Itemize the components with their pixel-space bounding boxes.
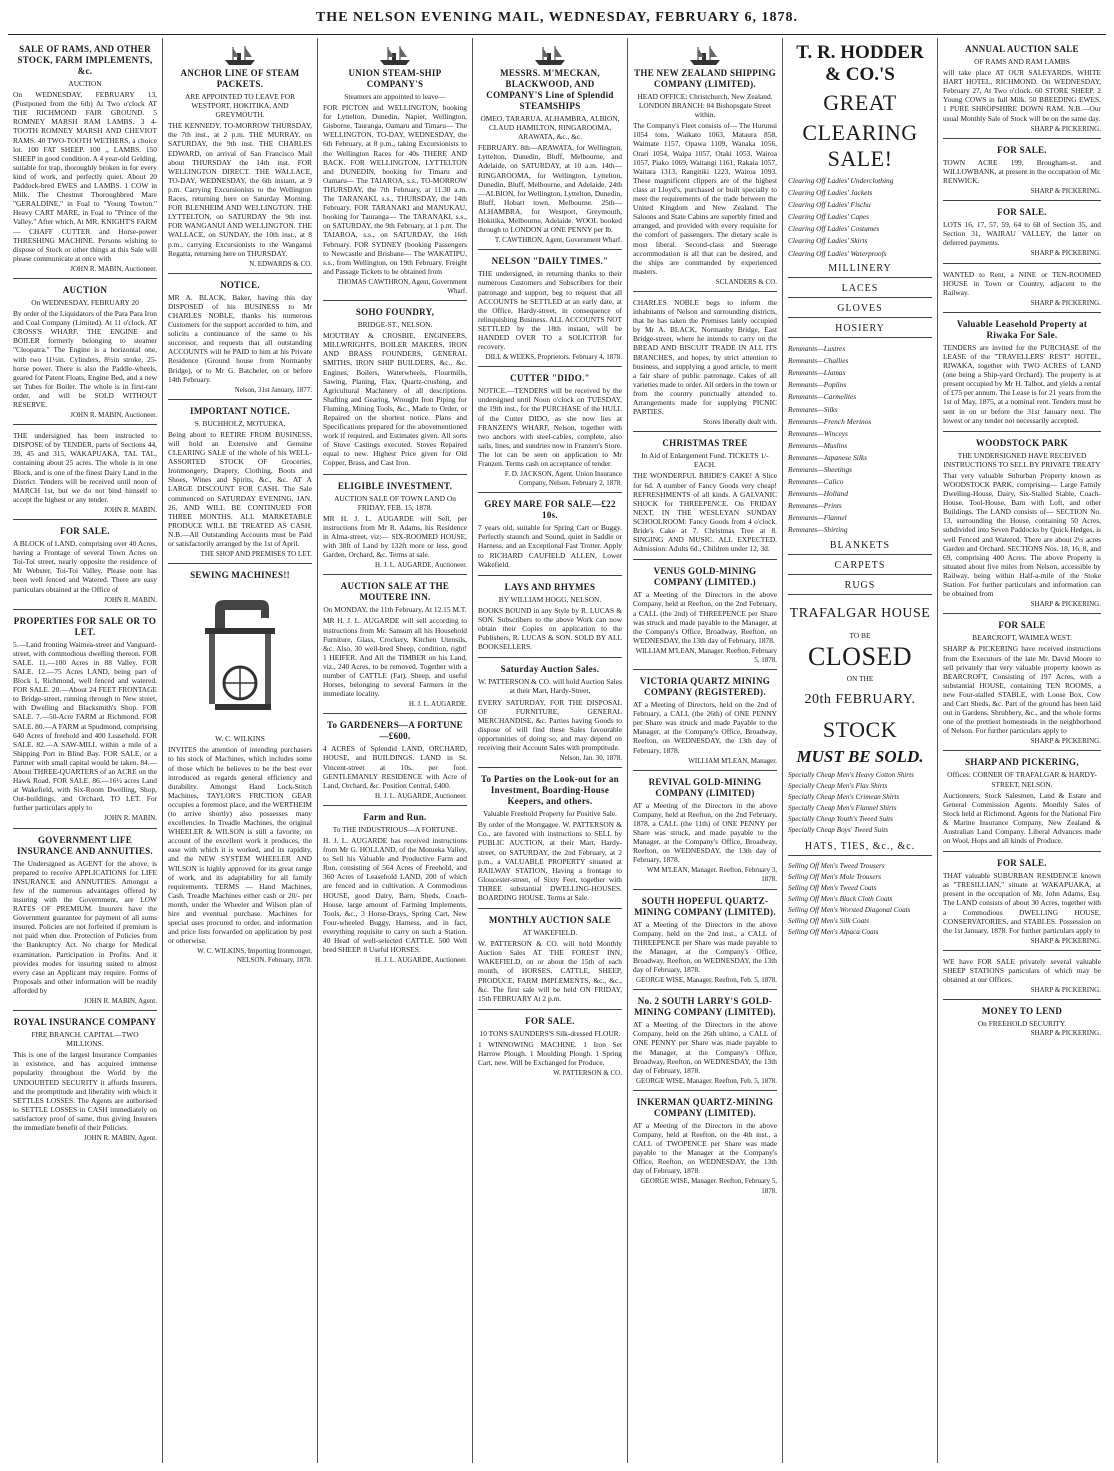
ad-title: Farm and Run. [363, 811, 427, 822]
ad-subtitle: In Aid of Enlargement Fund. TICKETS 1/- EACH. [641, 451, 769, 470]
ad-body: AT a Meeting of the Directors in the above Company, held at Reefton, on the 2nd February, 1878, a CALL (the 11th) of ONE PENNY per Share was struck, and made payable to the Manager, at the Company's Office, Broadway, Reefton, on WEDNESDAY, the 13th day of February, 1878. [633, 800, 777, 865]
great-heading: GREAT [823, 90, 897, 115]
ad-signature: JOHN R. MABIN, Auctioneer. [70, 264, 157, 273]
clearing-item: Clearing Off Ladies' Underclothing [788, 176, 894, 185]
remnant-item: Remnants—Poplins [788, 380, 847, 390]
ad-title: SOHO FOUNDRY, [355, 307, 435, 318]
ad-title: PROPERTIES FOR SALE OR TO LET. [13, 615, 157, 637]
remnant-item: Remnants—Winceys [788, 428, 848, 438]
remnant-item: Remnants—Carmelites [788, 392, 857, 402]
hodder-title: T. R. HODDER & CO.'S [796, 42, 924, 85]
ad-body: THAT valuable SUBURBAN RESIDENCE known as "TRESILLIAN," situate at WAKAPUAKA, at present in the occupation of Mr. John Adams, Esq. The LAND consists of about 30 Acres, together with a Commodious DWELLING HOUSE, CONSERVATORIES, and STABLES. Possession on the 1st January, 1878. For further particulars apply to [943, 871, 1101, 935]
advertisement [943, 139, 1101, 201]
department-heading: HOSIERY [788, 324, 932, 338]
advertisement [633, 771, 777, 890]
advertisement [478, 576, 622, 659]
ad-title: SHARP AND PICKERING, [965, 757, 1079, 768]
selling-list [788, 862, 932, 938]
advertisement [478, 493, 622, 575]
ad-subtitle: Valuable Freehold Property for Positive Sale. [483, 809, 617, 819]
ad-body: WANTED to Rent, a NINE or TEN-ROOMED HOUSE in Town or Country, adjacent to the Railway. [943, 269, 1101, 297]
ad-signature: WILLIAM M'LEAN, Manager. [688, 756, 777, 765]
ad-signature: SHARP & PICKERING. [1030, 249, 1101, 258]
ad-subtitle: BY WILLIAM HOGG, NELSON. [498, 594, 602, 604]
ad-signature: W. C. WILKINS, Importing Ironmonger, NELSON. February, 1878. [197, 947, 312, 965]
advertisement [943, 432, 1101, 615]
masthead: THE NELSON EVENING MAIL, WEDNESDAY, FEBRUARY 6, 1878. [315, 10, 799, 25]
clearing-item: Clearing Off Ladies' Fischu [788, 200, 871, 210]
column-1 [8, 38, 163, 1463]
remnant-item: Remnants—Sheetings [788, 464, 853, 474]
ad-title: FOR SALE. [997, 207, 1047, 218]
selling-off-item: Selling Off Men's Tweed Trousers [788, 861, 885, 870]
shirts-list [788, 771, 932, 836]
ad-signature: JOHN R. MABIN, Agent. [83, 996, 157, 1005]
ad-signature: T. CAWTHRON, Agent, Government Wharf. [494, 236, 622, 245]
department-heading: GLOVES [788, 304, 932, 318]
ad-body: THE undersigned, in returning thanks to their numerous Customers and Subscribers for their patronage and support, beg to request that all ACCOUNTS be SETTLED at an early date, at the Office, Hardy-street, in consequence of relinquishing Business. ALL ACCOUNTS NOT SETTLED by the 18th instant, will be HANDED OVER TO a SOLICITOR for recovery. [478, 269, 622, 352]
clearing-item: Clearing Off Ladies' Skirts [788, 236, 868, 246]
ad-body: CHARLES NOBLE begs to inform the inhabitants of Nelson and surrounding districts, that he has taken the Premises lately occupied by Mr A. BLACK, Normanby Bridge, East Bridge-street, where he intends to carry on the BREAD AND BISCUIT TRADE IN ALL ITS BRANCHES, and hopes, by strict attention to business, and supplying a good article, to merit a fair share of public patronage. Cakes of all varieties made to order. All orders in the town or from the country punctually attended to. Arrangements made for supplying PICNIC PARTIES. [633, 297, 777, 417]
selling-off-item: Selling Off Men's Silk Coats [788, 917, 869, 926]
ad-body: This is one of the largest Insurance Companies in existence, and has acquired immense popularity throughout the World by the UNDOUBTED SECURITY it affords Insurers, and the promptitude and liberality with which it SETTLES LOSSES. The Agents are authorised to SETTLE LOSSES in CASH immediately on satisfactory proof of same, thus giving Insurers the immediate benefit of their Policies. [13, 1050, 157, 1132]
ad-title: FOR SALE. [997, 144, 1047, 155]
ad-signature: JOHN R. MABIN. [104, 505, 157, 514]
advertisement [323, 301, 467, 475]
ad-title: Saturday Auction Sales. [500, 664, 600, 675]
ad-title: SALE OF RAMS, AND OTHER STOCK, FARM IMPLEMENTS, &c. [17, 44, 153, 76]
ad-title: ROYAL INSURANCE COMPANY [13, 1017, 157, 1028]
ad-body: THE KENNEDY, TO-MORROW THURSDAY, the 7th inst., at 2 p.m. THE MURRAY, on SATURDAY, the 9th inst. THE CHARLES EDWARD, on arrival of San Francisco Mail about THURSDAY the 14th inst. FOR WELLINGTON DIRECT. THE WALLACE, TO-DAY, WEDNESDAY, the 6th instant, at 9 p.m. Carrying Excursionists to the Wellington Races, returning here on Saturday Morning. FOR BLENHEIM AND WELLINGTON. THE LYTTELTON, on SATURDAY the 9th inst. FOR WANGANUI AND WELLINGTON. THE WALLACE, on SUNDAY, the 10th inst., at 8 p.m., carrying Excursionists to the Wanganui Regatta, returning here on THURSDAY. [168, 121, 312, 258]
advertisement [943, 313, 1101, 432]
advertisement [943, 201, 1101, 263]
advertisement [478, 1010, 622, 1082]
ad-title: SOUTH HOPEFUL QUARTZ-MINING COMPANY (LIMITED). [634, 895, 776, 917]
ad-subtitle: On FREEHOLD SECURITY. [977, 1019, 1067, 1029]
ship-icon [688, 44, 722, 66]
ad-title: NELSON "DAILY TIMES." [491, 256, 609, 267]
ad-subtitle: BEARCROFT, WAIMEA WEST. [972, 633, 1072, 643]
ad-body: EVERY SATURDAY, FOR THE DISPOSAL OF FURNITURE, GENERAL MERCHANDISE, &c. Parties having Goods to dispose of will find these Sales favourable opportunities of doing so, and may depend on receiving their Account Sales with promptitude. [478, 697, 622, 752]
advertisement [943, 614, 1101, 751]
advertisement [323, 806, 467, 969]
remnant-item: Remnants—Challies [788, 356, 849, 366]
ad-body: MR H. J. L. AUGARDE will sell according to instructions from Mr. Sansum all his Household Furniture, Glass, Crockery, Kitchen Utensils, &c. Also, 30 well-bred Sheep, condition, right! 1 HEIFER. And All the TIMBER on his Land, viz., 240 Acres, to be removed. Together with a number of CATTLE (Fat), Sheep, and useful Horses, belonging to several Farmers in the immediate locality. [323, 616, 467, 699]
advertisement [478, 768, 622, 909]
sewing-machine-icon [195, 588, 285, 728]
hats-heading: HATS, TIES, &c., &c. [788, 842, 932, 856]
sewing-machine-illustration [168, 583, 312, 733]
ad-title: FOR SALE. [60, 526, 110, 537]
must-be-sold: MUST BE SOLD. [796, 747, 924, 766]
remnant-item: Remnants—Silks [788, 404, 838, 414]
ad-body: W. PATTERSON & CO. will hold Monthly Auction Sales AT THE FOREST INN, WAKEFIELD, on or about the 15th of each month, of HORSES, CATTLE, SHEEP, PRODUCE, FARM IMPLEMENTS, &c., &c., &c. The first sale will be held ON FRIDAY, 15th FEBRUARY At 2 p.m. [478, 939, 622, 1003]
ad-subtitle: S. BUCHHOLZ, MOTUEKA, [194, 418, 286, 428]
ad-title: THE NEW ZEALAND SHIPPING COMPANY (LIMITED). [634, 68, 776, 89]
ad-subtitle: HEAD OFFICE: Christchurch, New Zealand. LONDON BRANCH: 84 Bishopsgate Street within. [637, 92, 773, 120]
ad-title: VICTORIA QUARTZ MINING COMPANY (REGISTERED). [639, 676, 771, 698]
ad-body: WE have FOR SALE privately several valuable SHEEP STATIONS particulars of which may be obtained at our Offices. [943, 956, 1101, 985]
selling-off-item: Selling Off Men's Mole Trousers [788, 872, 882, 881]
clearing-item: Clearing Off Ladies' Jackets [788, 188, 873, 198]
ad-body: MR H. J. L. AUGARDE will Sell, per instructions from Mr R. Adams, his Residence in Alma-street, viz:— SIX-ROOMED HOUSE, with 38ft of Land by 132ft more or less, good Garden, Orchard, &c. Terms at sale. [323, 513, 467, 560]
ad-subtitle: BRIDGE-ST., NELSON. [357, 320, 433, 330]
department-heading: RUGS [788, 581, 932, 595]
ad-body: will take place AT OUR SALEYARDS, WHITE HART HOTEL, RICHMOND. On WEDNESDAY, February 27, At Two o'clock. 60 STORE SHEEP. 2 Young COWS in full Milk. 50 BREEDING EWES. 1 PURE SHROPSHIRE DOWN RAM. N.B.—Our usual Monthly Sale of Stock will be on the same day. [943, 68, 1101, 123]
ad-subtitle: Steamers are appointed to leave— [344, 92, 446, 101]
ad-title: REVIVAL GOLD-MINING COMPANY (LIMITED) [648, 776, 762, 798]
ad-title: NOTICE. [220, 279, 260, 290]
ad-subtitle: OMEO, TARARUA, ALHAMBRA, ALBION, CLAUD HAMILTON, RINGAROOMA, ARAWATA, &c., &c. [480, 114, 620, 142]
ad-body: THE WONDERFUL BRIDE'S CAKE! A Slice for 6d. A number of Fancy Goods very cheap! REFRESHMENTS of all kinds. A GALVANIC SHOCK for THREEPENCE. On FRIDAY NEXT, IN THE WESLEYAN SUNDAY SCHOOLROOM: Fancy Goods from 4 o'clock. Bride's Cake at 7. Christmas Tree at 8. SINGING AND MUSIC. ALL EXPECTED. Admission: Adults 6d., Children under 12, 3d. [633, 471, 777, 554]
advertisement [943, 264, 1101, 313]
clearing-list [788, 176, 932, 258]
ad-subtitle: ARE APPOINTED TO LEAVE FOR WESTPORT, HOKITIKA, AND GREYMOUTH. [184, 92, 296, 120]
closing-date: 20th FEBRUARY. [804, 692, 916, 707]
advertisement [168, 274, 312, 400]
ad-body: TENDERS are invited for the PURCHASE of the LEASE of the "TRAVELLERS' REST" HOTEL, RIWAKA, together with TWO ACRES of LAND (one being a Ship-yard Orchard). The property is at present occupied by Mr H. Talbot, and yields a rental of £75 per annum. The Lease is for 21 years from the 1st of May, 1875, at a nominal rent. Tenders must be sent in on or before the 31st January next. The lowest or any tender not necessarily accepted. [943, 342, 1101, 425]
remnant-item: Remnants—Calico [788, 477, 844, 487]
ad-signature: THE SHOP AND PREMISES TO LET. [200, 550, 312, 559]
ad-body: INVITES the attention of intending purchasers to his stock of Machines, which includes some of those which he believes to be the best ever introduced as regards general efficiency and durability. Amongst Hand Lock-Stitch Machines, TAYLOR'S FRICTION GEAR occupies a foremost place, and the WERTHEIM (to arrive shortly) also possesses many excellencies. In Treadle Machines, the original WHEELER & WILSON is still a favorite, on account of the excellent work it produces, the ease with which it is worked, and its rapidity, and the NEW SYSTEM WHEELER AND WILSON is highly approved for its great range of work, and its adaptability for all family requirements. TERMS — Hand Machines, Cash. Treadle Machines either cash or 20/- per month, under the Wheeler and Wilson plan of hire and eventual purchase. Machines for special uses procured to order, and information and price lists forwarded on application by post or otherwise. [168, 745, 312, 946]
advertisement [943, 1000, 1101, 1042]
ad-title: AUCTION [62, 284, 108, 295]
ad-body: FEBRUARY. 8th—ARAWATA, for Wellington, Lyttelton, Dunedin, Bluff, Melbourne, and Adelaide, on SATURDAY, at 10 a.m. 14th—RINGAROOMA, for Wellington, Lyttelton, Dunedin, Bluff, Melbourne, and Adelaide. 24th—ALBION, for Wellington, Lyttelton, Dunedin, Bluff, Hobart town, Melbourne. 25th—ALHAMBRA, for Westport, Greymouth, Hokitika, Melbourne, Adelaide. WOOL booked through to LONDON at ONE PENNY per lb. [478, 143, 622, 235]
ad-title: VENUS GOLD-MINING COMPANY (LIMITED.) [653, 566, 757, 588]
ad-body: SHARP & PICKERING have received instructions from the Executors of the late Mr. David Moore to sell privately that very valuable property known as BEARCROFT, Consisting of 197 Acres, with a substantial HOUSE, containing TEN ROOMS, a new Four-stalled STABLE, with Loose Box, Cow and Cart Sheds, &c. Part of the ground has been laid out in Gardens, Shrubbery, &c., and the whole forms one of the prettiest homesteads in the neighborhood of Nelson. For further particulars apply to [943, 644, 1101, 736]
ad-title: UNION STEAM-SHIP COMPANY'S [348, 68, 442, 89]
ad-title: MONEY TO LEND [981, 1006, 1063, 1017]
advertisement [943, 852, 1101, 951]
advertisement [633, 292, 777, 432]
page-columns [8, 38, 1106, 1463]
ship-icon [223, 44, 257, 66]
ad-title: ANCHOR LINE OF STEAM PACKETS. [180, 68, 300, 89]
ad-signature: H. J. L. AUGARDE, Auctioneer. [375, 791, 467, 800]
column-6 [783, 38, 938, 1463]
ad-body: THE undersigned has been instructed to DISPOSE of by TENDER, parts of Sections 44, 39, 45 and 315, WAKAPUAKA, TAL TAL, containing about 25 acres. The whole is in one Block, and is one of the finest Dairy Land in the District. Tenders will be received until noon of MARCH 1st, but we do not bind himself to accept the highest or any tender. [13, 431, 157, 504]
ad-signature: SHARP & PICKERING. [1030, 737, 1101, 746]
ad-signature: JOHN R. MABIN. [104, 814, 157, 823]
column-3 [318, 38, 473, 1463]
advertisement [478, 367, 622, 493]
ad-title: SEWING MACHINES!! [190, 570, 290, 581]
ad-title: INKERMAN QUARTZ-MINING COMPANY (LIMITED). [636, 1096, 774, 1118]
ad-body: AT a Meeting of the Directors in the above Company, held on the 26th ultimo, a CALL of ONE PENNY per Share was made payable to the Manager, at the Company's Office, Broadway, Reefton, on WEDNESDAY, the 13th day of February, 1878. [633, 1020, 777, 1075]
ad-title: MONTHLY AUCTION SALE [488, 915, 612, 926]
ad-signature: Nelson, Jan. 30, 1878. [559, 754, 622, 763]
ad-body: By order of the Liquidators of the Para Para Iron and Coal Company (Limited). At 11 o'clock. AT CROSS'S WHARF. THE ENGINE and BOILER formerly belonging to steamer "Cleopatra." The Engine is a horizontal one, with two 11½in. Cylinders, 8½in stroke, 25-horse power. There is also the Paddle-wheels, geared for Patent Floats, Engine Bed, and a new set Tubes for Boiler. The whole is in first-rate order, and will be SOLD WITHOUT RESERVE. [13, 309, 157, 409]
ad-body: The Company's Fleet consists of— The Hurunui 1054 tons, Waikato 1063, Mataura 858, Waimate 1157, Opawa 1109, Wanaka 1056, Orari 1054, Waipa 1057, Otaki 1053, Wairoa 1057, Piako 1069, Waitangi 1161, Rakaia 1057, Waitara 1313, Rangitiki 1223, Wairoa 1093. These magnificent clippers are of the highest class at Lloyd's, purchased or built specially to meet the requirements of the trade between the United Kingdom and New Zealand. The Saloons and State Cabins are superbly fitted and arranged, and provided with every requisite for the comfort of passengers. The dietary scale is most liberal. Second-class and Steerage accommodation is all that can be desired, and the ships are commanded by experienced masters. [633, 121, 777, 276]
ad-title: To GARDENERS—A FORTUNE—£600. [327, 720, 463, 742]
ad-signature: SHARP & PICKERING. [1030, 124, 1101, 133]
ad-title: FOR SALE [998, 620, 1046, 631]
ad-signature: N. EDWARDS & CO. [249, 259, 312, 268]
specially-cheap-item: Specially Cheap Boys' Tweed Suits [788, 826, 889, 835]
advertisement [13, 279, 157, 425]
ad-subtitle: W. PATTERSON & CO. will hold Auction Sales at their Mart, Hardy-Street, [478, 677, 622, 696]
ship-icon [378, 44, 412, 66]
ad-title: LAYS AND RHYMES [504, 581, 596, 592]
selling-off-item: Selling Off Men's Worsted Diagonal Coats [788, 906, 911, 915]
ad-body: The Undersigned as AGENT for the above, is prepared to receive APPLICATIONS for LIFE INSURANCE and ANNUITIES. Amongst a few of the numerous advantages offered by insuring with the Government, are LOW RATES OF PREMIUM. Insurers have the Government guarantee for payment of all sums insured. Policies are not forfeited if premium is not paid when due. Protection of Policies from the Bankruptcy Act. No charge for Medical examination. Participation in Profits. And it provides modes for insuring suited to almost every case an Applicant may require. Forms of Proposals and other information will be readily afforded by [13, 858, 157, 995]
advertisement [168, 564, 312, 969]
advertisement [478, 909, 622, 1010]
ad-signature: SHARP & PICKERING. [1030, 1029, 1101, 1038]
ad-body: AT a Meeting of the Directors in the above Company, held at Reefton, on the 4th inst., a CALL of TWOPENCE per Share was made payable to the Manager at the Company's Office, Reefton, on WEDNESDAY, the 13th day of February, 1878. [633, 1120, 777, 1176]
ad-body: By order of the Mortgagee. W. PATTERSON & Co., are favored with instructions to SELL by PUBLIC AUCTION, at their Mart, Hardy-street, on SATURDAY, the 2nd February, at 2 p.m., a VALUABLE PROPERTY situated at RAILWAY STATION, Having a frontage to Gloucester-street, of Sixty Feet, together with THREE substantial DWELLING-HOUSES. BOARDING HOUSE. Terms at Sale. [478, 820, 622, 902]
ad-subtitle: OF RAMS AND RAM LAMBS [974, 57, 1070, 66]
advertisement [633, 560, 777, 670]
ad-signature: SHARP & PICKERING. [1030, 936, 1101, 945]
ad-body: 5.—Land fronting Waimea-street and Vanguard-street, with commodious dwelling thereon. FOR SALE. 11.—100 Acres in 88 Valley. FOR SALE. 12.—75 Acres LAND, being part of Block 1, Richmond, well fenced and watered. FOR SALE. 20.—About 24 FEET FRONTAGE to Bridge-street, running through to New street, with Dwelling and Blacksmith's Shop. FOR SALE. 7.—50-Acre FARM at Richmond. FOR SALE. 80.—A FARM at Spudmond, comprising 640 Acres of freehold and 400 Leasehold. FOR SALE. 82.—A SAW-MILL within a mile of a Shipping Port in Blind Bay. FOR SALE, or a Partner with small capital would be taken. 84.—About THREE-QUARTERS of an ACRE on the Hawk Road. FOR SALE. 86.—16½ acres Land at Wakefield, with Six-Room Dwelling, Shop, Out-buildings, and Orchard, TO LET. For further particulars apply to [13, 639, 157, 813]
ad-body: AT a Meeting of the Directors in the above Company, held on the 2nd inst., a CALL of THREEPENCE per Share was made payable to the Manager, at the Company's Office, Broadway, Reefton, on WEDNESDAY, the 13th day of February, 1878. [633, 919, 777, 975]
ad-body: Auctioneers, Stock Salesmen, Land & Estate and General Commission Agents. Monthly Sales of Stock held at Richmond. Agents for the National Fire & Marine Insurance Company, New Zealand & Australian Land Company. Liberal Advances made on Wool, Hops and all kinds of Produce. [943, 790, 1101, 846]
department-heading: CARPETS [788, 561, 932, 575]
remnant-item: Remnants—Muslins [788, 440, 848, 450]
ad-body: Being about to RETIRE FROM BUSINESS, will hold an Extensive and Genuine CLEARING SALE of the whole of his WELL-ASSORTED STOCK OF Groceries, Ironmongery, Drapery, Clothing, Boots and Shoes, Wines and Spirits, &c., &c. AT A LARGE DISCOUNT FOR CASH. The Sale commenced on SATURDAY EVENING, JAN. 26, AND WILL BE CONTINUED FOR THREE MONTHS. ALL MARKETABLE PRODUCE WILL BE TREATED AS CASH. N.B.—All Outstanding Accounts must be Paid or satisfactorily arranged by the 1st of April. [168, 429, 312, 549]
column-7 [938, 38, 1106, 1463]
ad-body: BOOKS BOUND in any Style by R. LUCAS & SON. Subscribers to the above Work can now obtain their Copies on application to the Publishers, R. LUCAS & SON. SOLD BY ALL BOOKSELLERS. [478, 605, 622, 652]
ad-signature: SHARP & PICKERING. [1030, 187, 1101, 196]
advertisement [478, 250, 622, 367]
ad-signature: THOMAS CAWTHRON, Agent, Government Wharf. [337, 277, 467, 295]
ad-title: WOODSTOCK PARK [975, 437, 1069, 448]
ad-signature: JOHN R. MABIN, Auctioneer. [70, 411, 157, 420]
ad-signature: SHARP & PICKERING. [1030, 986, 1101, 995]
advertisement [13, 829, 157, 1012]
advertisement [633, 38, 777, 292]
advertisement [323, 714, 467, 806]
advertisement [323, 38, 467, 301]
ad-title: CHRISTMAS TREE [662, 438, 748, 449]
ad-signature: Stores liberally dealt with. [703, 418, 777, 427]
specially-cheap-item: Specially Cheap Men's Crimean Shirts [788, 793, 900, 802]
ad-title: To Parties on the Look-out for an Investment, Boarding-House Keepers, and others. [481, 774, 619, 807]
ad-title: FOR SALE. [525, 1015, 575, 1026]
on-the: ON THE [846, 673, 874, 683]
advertisement [633, 432, 777, 560]
ad-signature: JOHN R. MABIN. [104, 595, 157, 604]
selling-off-item: Selling Off Men's Alpaca Coats [788, 928, 879, 937]
ad-signature: DILL & WEEKS, Proprietors. February 4, 1878. [485, 353, 622, 362]
advertisement [168, 400, 312, 564]
ad-body: 1 WINNOWING MACHINE. 1 Iron Set Harrow Plough. 1 Moulding Plough. 1 Spring Cart, new. Will be Exchanged for Produce. [478, 1039, 622, 1068]
specially-cheap-item: Specially Cheap Men's Flannel Shirts [788, 804, 897, 813]
specially-cheap-item: Specially Cheap Men's Heavy Cotton Shirts [788, 771, 914, 779]
ad-body: 4 ACRES of Splendid LAND, ORCHARD, HOUSE, and BUILDINGS. LAND in St. Vincent-street at 10s. per foot. GENTLEMANLY RESIDENCE with Acre of Land, Orchard, &c. Position Central, £400. [323, 744, 467, 790]
advertisement [943, 38, 1101, 139]
ad-signature: GEORGE WISE, Manager. Reefton, February 5, 1878. [640, 1177, 777, 1195]
ad-signature: GEORGE WISE, Manager. Reefton, Feb. 5, 1878. [635, 976, 777, 985]
ad-subtitle: On MONDAY, the 11th February, At 12.15 M.T. [323, 605, 467, 615]
advertisement [633, 990, 777, 1091]
ad-body: AT a Meeting of the Directors in the above Company, held at Reefton, on the 2nd February, a CALL (the 2nd) of THREEPENCE per Share was struck and made payable to the Manager, at the Company's Office, Broadway, Reefton, on WEDNESDAY, the 13th day of February, 1878. [633, 590, 777, 645]
advertisement [13, 425, 157, 520]
ad-signature: JOHN R. MABIN, Agent. [83, 1134, 157, 1143]
ad-title: GOVERNMENT LIFE INSURANCE AND ANNUITIES. [17, 834, 153, 856]
advertisement [323, 475, 467, 576]
masthead-rule [8, 34, 1106, 35]
advertisement [633, 890, 777, 991]
ad-title: IMPORTANT NOTICE. [190, 405, 290, 416]
ad-signature: GEORGE WISE, Manager. Reefton, Feb. 5, 1878. [635, 1076, 777, 1085]
ad-subtitle: AUCTION [68, 79, 102, 88]
ad-subtitle: W. C. WILKINS [215, 734, 265, 744]
ad-body: MR A. BLACK, Baker, having this day DISPOSED of his BUSINESS to Mr CHARLES NOBLE, thanks his numerous Customers for the support accorded to him, and solicits a continuance of the same to his successor, and requests that all outstanding ACCOUNTS will be PAID to him at his Private Residence (Ground house from Normanby Bridge), or to Mr G. Batcheler, on or before 14th February. [168, 292, 312, 384]
ad-signature: H. J. L. AUGARDE, Auctioneer. [375, 956, 467, 965]
ad-title: AUCTION SALE AT THE MOUTERE INN. [340, 581, 450, 603]
stock-heading: STOCK [822, 717, 898, 742]
advertisement [478, 38, 622, 250]
advertisement [633, 670, 777, 771]
advertisement [13, 38, 157, 279]
ad-signature: F. D. JACKSON, Agent. Union Insurance Company, Nelson. February 2, 1878. [504, 470, 622, 488]
remnant-item: Remnants—Lustres [788, 344, 846, 354]
remnant-item: Remnants—Holland [788, 489, 848, 499]
advertisement [168, 38, 312, 274]
advertisement [13, 520, 157, 610]
remnant-item: Remnants—Prints [788, 501, 842, 511]
ad-signature: H. J. L. AUGARDE, Auctioneer. [375, 561, 467, 570]
ad-title: CUTTER "DIDO." [510, 373, 590, 384]
clearing-item: Clearing Off Ladies' Waterproofs [788, 248, 887, 258]
remnant-item: Remnants—Llamas [788, 368, 846, 378]
ad-subtitle: THE UNDERSIGNED HAVE RECEIVED INSTRUCTIONS TO SELL BY PRIVATE TREATY [943, 450, 1101, 469]
advertisement [13, 1011, 157, 1147]
ad-body: That very valuable Suburban Property known as WOODSTOCK PARK, comprising— Large Family Dwelling-House, Dairy, Six-Stalled Stable, Coach-House, Tool-House, Barn with Loft, and other Buildings. The LAND consists of— SECTION No. 13, surrounding the House, containing 50 Acres, subdivided into Seven Paddocks by Quick Hedges, is well Fenced and Watered. There are about 2½ acres Garden and Orchard. SECTIONS Nos. 18, 16, 8, and 69, comprising 400 Acres. The above Property is situated about five miles from Nelson, accessible by Railway, being within Half-a-mile of the Stoke Station. For further particulars and information can be obtained from [943, 470, 1101, 599]
ad-subtitle: On WEDNESDAY, FEBRUARY 20 [31, 297, 139, 307]
ad-signature: H. J. L. AUGARDE. [408, 700, 467, 709]
remnant-list [788, 344, 932, 535]
ad-subtitle: To THE INDUSTRIOUS—A FORTUNE. [332, 824, 458, 834]
ad-body: NOTICE.—TENDERS will be received by the undersigned until Noon o'clock on TUESDAY, the 19th inst., for the PURCHASE of the HULL of the Cutter DIDO, as she now lies at FRANZEN'S WHARF, Nelson, together with two anchors with steel-cables, complete, also sails, lines, and sundries now in Franzen's Store. The lot can be seen on application to Mr Franzen. Terms cash on acceptance of tender. [478, 386, 622, 468]
ad-subtitle: Offices: CORNER OF TRAFALGAR & HARDY-STREET, NELSON. [947, 770, 1097, 789]
trafalgar-house: TRAFALGAR HOUSE [789, 605, 931, 621]
ad-body: MOUTRAY & CROSBIE, ENGINEERS, MILLWRIGHTS, BOILER MAKERS, IRON AND BRASS FOUNDERS, GENERAL SMITHS, IRON SHIP BUILDERS, &c., &c. Engines, Boilers, Waterwheels, Flourmills, Sawing, Planing, Flax, Quartz-crushing, and Agricultural Machinery of all descriptions. Shafting and Gearing, Wrought Iron Piping for Fluming, Mining Tools, &c., Made to Order, or Repaired on the shortest notice. Plans and Specifications prepared for the abovementioned work if required, and Estimates given. All sorts of Stove Castings executed. Stoves Repaired equal to new. Highest Price given for Old Copper, Brass, and Cast Iron. [323, 331, 467, 468]
ship-icon [533, 44, 567, 66]
department-list-2 [788, 541, 932, 595]
ad-title: Valuable Leasehold Property at Riwaka For Sale. [956, 318, 1088, 340]
to-be: TO BE [849, 630, 871, 640]
ad-title: ELIGIBLE INVESTMENT. [337, 480, 453, 491]
ad-signature: SHARP & PICKERING. [1030, 298, 1101, 307]
ad-subtitle: AT WAKEFIELD. [522, 928, 578, 938]
specially-cheap-item: Specially Cheap Youth's Tweed Suits [788, 815, 893, 824]
specially-cheap-item: Specially Cheap Men's Flax Shirts [788, 782, 888, 791]
advertisement [13, 610, 157, 829]
advertisement [633, 1091, 777, 1200]
ad-subtitle: 10 TONS SAUNDERS'S Silk-dressed FLOUR. [479, 1028, 621, 1038]
ad-title: GREY MARE FOR SALE—£22 10s. [484, 499, 616, 521]
column-4 [473, 38, 628, 1463]
ad-signature: SCLANDERS & CO. [715, 277, 777, 286]
ad-signature: WILLIAM M'LEAN, Manager. Reefton, February 5, 1878. [635, 646, 777, 664]
ad-body: LOTS 16, 17, 57, 59, 64 to 68 of Section 35, and Section 31, WAIRAU VALLEY, the latter on deferred payments. [943, 220, 1101, 248]
ad-signature: WM M'LEAN, Manager. Reefton, February 3, 1878. [646, 866, 777, 884]
selling-off-item: Selling Off Men's Black Cloth Coats [788, 894, 893, 903]
department-heading: LACES [788, 284, 932, 298]
clearing-item: Clearing Off Ladies' Capes [788, 212, 870, 222]
clearing-item: Clearing Off Ladies' Costumes [788, 224, 880, 234]
advertisement [323, 575, 467, 714]
ad-body: H. J. L. AUGARDE has received instructions from Mr G. HOLLAND, of the Motueka Valley, to Sell his Valuable and Productive Farm and Run, consisting of 564 Acres of Freehold, and 360 Acres of Leasehold LAND, 200 of which are fenced and in cultivation. A Commodious HOUSE, good Dairy, Barn, Sheds, Coach-House, large amount of Farming Implements, Tools, &c., 3 Horse-Drays, Spring Cart, New Four-wheeled Buggy, Harness, and in fact, everything requisite to carry on such a Station. 40 Head of well-selected CATTLE. 500 Well bred SHEEP. 8 Useful HORSES. [323, 836, 467, 955]
advertisement [943, 951, 1101, 1000]
column-5 [628, 38, 783, 1463]
ad-body: 7 years old, suitable for Spring Cart or Buggy. Perfectly staunch and Sound, quiet in Saddle or Harness, and an Exceptional Fast Trotter. Apply to RICHARD CAUFIELD ALLEN, Lower Wakefield. [478, 523, 622, 569]
ad-signature: Nelson, 31st January, 1877. [234, 385, 312, 394]
ad-signature: SHARP & PICKERING. [1030, 600, 1101, 609]
ad-signature: W. PATTERSON & CO. [553, 1069, 622, 1078]
ad-body: FOR PICTON and WELLINGTON, booking for Lyttelton, Dunedin, Napier, Wellington, Gisborne, Tauranga, Oamaru and Timaru— The WELLINGTON, TO-DAY, WEDNESDAY, the 6th February, at 8 p.m., taking Excursionists to the Wellington Races for 40s THERE AND BACK. FOR WELLINGTON, LYTTELTON and DUNEDIN, booking for Timaru and Oamaru— The TAIAROA, s.s., TO-MORROW THURSDAY, the 7th February, at 11.30 a.m. The TARANAKI, s.s., THURSDAY, the 14th February. FOR TARANAKI and MANUKAU, booking for Tauranga— The TARANAKI, s.s., on SATURDAY, the 9th February, at 1 p.m. The TAIAROA, s.s., on SATURDAY, the 16th February. FOR SYDNEY (booking Passengers to Newcastle and Brisbane— The WAKATIPU, s.s., from Wellington, on 19th February. Freight and Passage Tickets to be obtained from [323, 103, 467, 276]
ad-body: AT a Meeting of Directors, held on the 2nd of February, a CALL (the 26th) of ONE PENNY per Share was struck and made Payable to the Manager, at the Company's Office, Broadway, Reefton, on WEDNESDAY, the 13th day of February, 1878. [633, 700, 777, 755]
closed-heading: CLOSED [807, 641, 913, 671]
department-heading: MILLINERY [788, 264, 932, 278]
ad-title: MESSRS. M'MECKAN, BLACKWOOD, AND COMPANY'S Line of Splendid STEAMSHIPS [486, 68, 614, 111]
advertisement [478, 658, 622, 768]
department-heading: BLANKETS [788, 541, 932, 555]
remnant-item: Remnants—Flannel [788, 513, 847, 523]
ad-body: TOWN ACRE 199, Brougham-st. and WILLOWBANK, at present in the occupation of Mr. RENWICK. [943, 157, 1101, 185]
remnant-item: Remnants—Shirting [788, 525, 848, 535]
ad-body: A BLOCK of LAND, comprising over 40 Acres, having a Frontage of several Town Acres on Toi-Toi street, nearly opposite the residence of Mr Webster, Toi-Toi Valley. Please note has been well fenced and Watered. There are easy particulars obtained at the Office of [13, 539, 157, 594]
clearing-sale-heading: CLEARING SALE! [802, 120, 918, 171]
ad-body: On WEDNESDAY, FEBRUARY 13, (Postponed from the 6th) At Two o'clock AT THE RICHMOND FAIR GROUND. 5 ROMNEY MARSH RAM LAMBS. 3 4-TOOTH ROMNEY MARSH AND CHEVIOT RAMS. 40 TWO-TOOTH WETHERS, a choice lot. 100 FAT SHEEP. 100 ,, LAMBS. 150 SHEEP in good condition. A 4 year-old Gelding, suitable for trap, thoroughly broken in for every kind of work, and perfectly quiet. About 20 Paddock-bred EWES and LAMBS. 1 COW in Milk. The Chestnut Thoroughbred Mare "GERALDINE," in Foal to "Young Towton." Heavy CART MARE, in Foal to "Prince of the Valley." After which, At MR. KNIGHT'S FARM— CHAFF CUTTER and Horse-power THRESHING MACHINE. Persons wishing to dispose of Stock or other things at this Sale will please communicate at once with [13, 90, 157, 263]
selling-off-item: Selling Off Men's Tweed Coats [788, 883, 877, 892]
ad-subtitle: FIRE BRANCH. CAPITAL—TWO MILLIONS. [31, 1030, 139, 1049]
remnant-item: Remnants—French Merinos [788, 416, 872, 426]
ad-title: FOR SALE. [997, 858, 1047, 869]
department-list [788, 264, 932, 338]
ad-title: ANNUAL AUCTION SALE [965, 44, 1079, 54]
remnant-item: Remnants—Japanese Silks [788, 452, 868, 462]
advertisement [943, 751, 1101, 852]
column-2 [163, 38, 318, 1463]
ad-title: No. 2 SOUTH LARRY'S GOLD-MINING COMPANY (LIMITED). [634, 996, 776, 1018]
ad-subtitle: AUCTION SALE OF TOWN LAND On FRIDAY, FEB. 15, 1878. [334, 493, 456, 512]
